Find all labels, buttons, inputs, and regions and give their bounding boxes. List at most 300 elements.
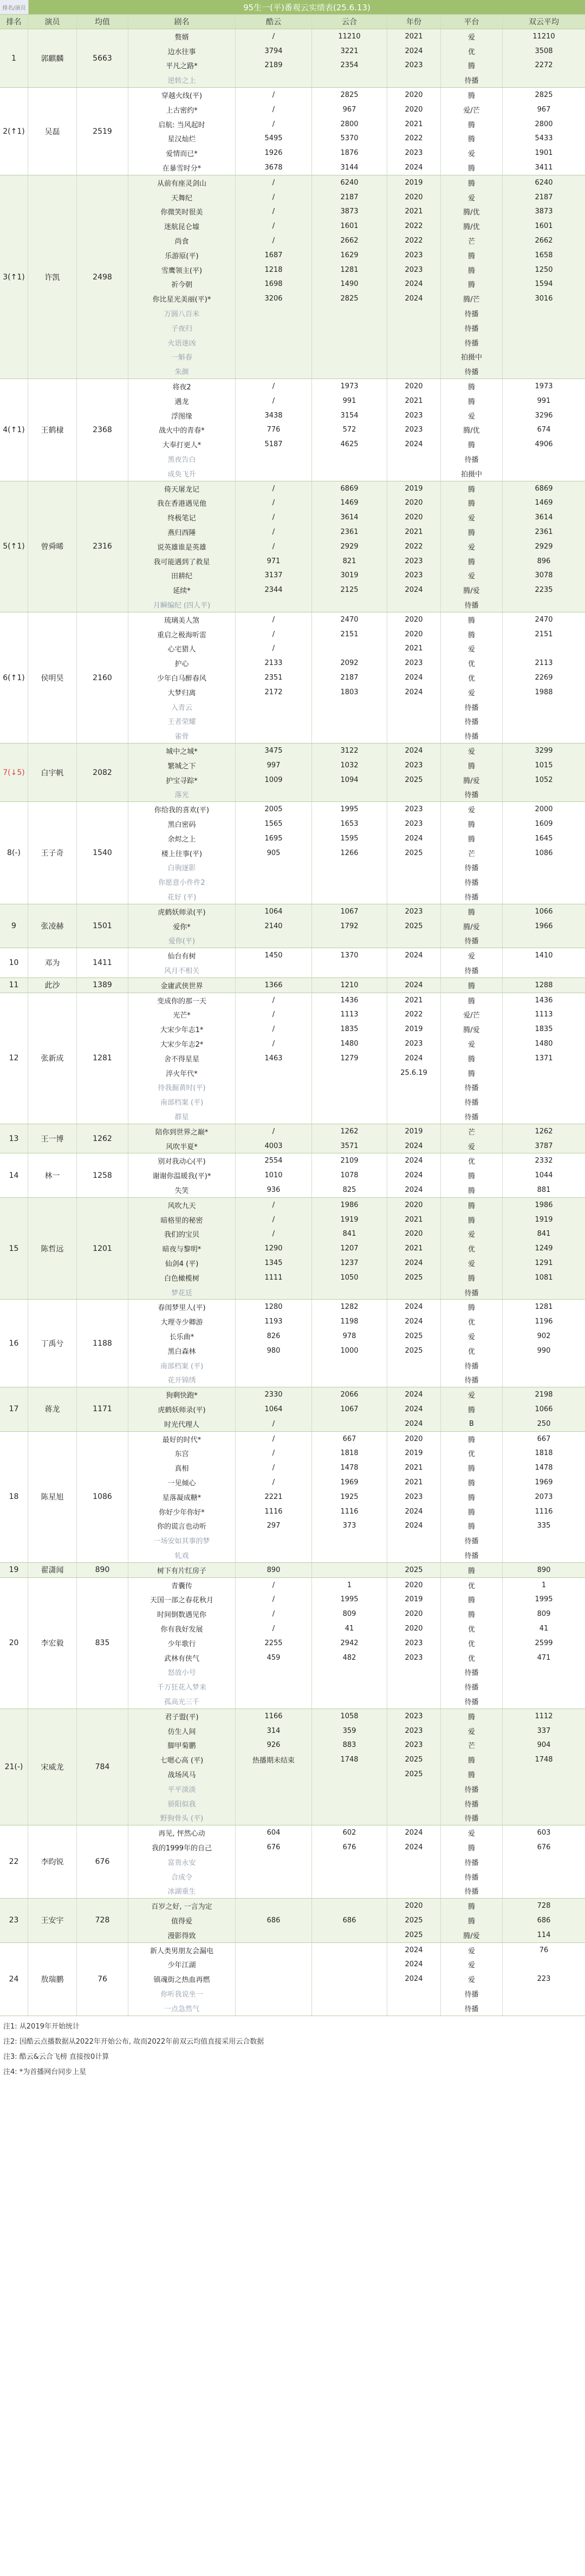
table-row: [128, 787, 585, 802]
year-cell: [387, 350, 441, 364]
yunhe-cell: 4625: [312, 437, 387, 452]
table-row: [128, 1518, 585, 1533]
yunhe-cell: [312, 1417, 387, 1431]
dual-average-cell: 3016: [535, 295, 553, 303]
series-cell: 再见, 怦然心动: [128, 1825, 236, 1840]
year-cell: [387, 1109, 441, 1124]
dual-average-cell: 2662: [535, 237, 553, 245]
table-row: [128, 1153, 585, 1168]
yunhe-cell: [312, 597, 387, 612]
dual-average-cell: [503, 306, 585, 321]
table-row: [128, 963, 585, 977]
rank-cell: 2(↑1): [0, 88, 28, 175]
yunhe-cell: [312, 306, 387, 321]
actor-name: 丁禹兮: [28, 1300, 77, 1387]
header-average: 均值: [77, 15, 128, 29]
actor-average: 1262: [77, 1124, 128, 1153]
kuyun-cell: [236, 1679, 312, 1694]
dual-average-cell: 809: [537, 1610, 551, 1619]
year-cell: 2024: [387, 1504, 441, 1519]
actor-average: 1540: [77, 802, 128, 904]
table-row: [128, 1810, 585, 1825]
yunhe-cell: 978: [312, 1329, 387, 1344]
actor-group: [0, 1387, 585, 1431]
yunhe-cell: 686: [312, 1913, 387, 1928]
kuyun-cell: /: [236, 102, 312, 117]
series-cell: 重启之极海听雷: [128, 627, 236, 642]
table-row: [128, 1432, 585, 1446]
year-cell: [387, 1782, 441, 1796]
series-cell: 穿越火线(平): [128, 88, 236, 102]
kuyun-cell: 890: [236, 1563, 312, 1577]
yunhe-cell: 1792: [312, 919, 387, 934]
year-cell: [387, 728, 441, 743]
table-row: [128, 1227, 585, 1241]
platform-cell: 腾: [441, 117, 503, 132]
table-row: [128, 642, 585, 656]
series-cell: 大宋少年志1*: [128, 1022, 236, 1036]
dual-average-cell: 990: [537, 1346, 551, 1355]
series-cell: 花好 (平): [128, 889, 236, 904]
header-yunhe: 云合: [312, 15, 387, 29]
actor-average: 76: [77, 1943, 128, 2016]
table-row: [128, 1008, 585, 1022]
kuyun-cell: /: [236, 1578, 312, 1593]
dual-average-cell: 2151: [535, 630, 553, 638]
yunhe-cell: 1919: [312, 1212, 387, 1227]
year-cell: [387, 597, 441, 612]
year-cell: 2024: [387, 831, 441, 846]
dual-average-cell: [503, 1869, 585, 1884]
actor-name: 许凯: [28, 175, 77, 379]
yunhe-cell: 1480: [312, 1036, 387, 1051]
table-row: [128, 205, 585, 219]
dual-average-cell: 2800: [535, 120, 553, 128]
year-cell: 2019: [387, 1446, 441, 1460]
series-cell: 怒放小号: [128, 1665, 236, 1679]
year-cell: 2023: [387, 1651, 441, 1665]
dual-average-cell: 2599: [535, 1639, 553, 1647]
table-row: [128, 1665, 585, 1679]
series-cell: 白驹逐影: [128, 860, 236, 875]
table-row: [128, 1548, 585, 1562]
platform-cell: 爱: [441, 408, 503, 423]
series-cell: 尚食: [128, 233, 236, 248]
table-row: [128, 44, 585, 58]
series-cell: 终极笔记: [128, 510, 236, 525]
platform-cell: 待播: [441, 1694, 503, 1708]
year-cell: 2023: [387, 554, 441, 569]
yunhe-cell: 3221: [312, 44, 387, 58]
actor-name: 翟潇闻: [28, 1563, 77, 1577]
kuyun-cell: 1193: [236, 1314, 312, 1329]
kuyun-cell: /: [236, 525, 312, 539]
series-cell: 大理寺少卿游: [128, 1314, 236, 1329]
series-cell: 虎鹤妖师录(平): [128, 904, 236, 919]
series-cell: 大奉打更人*: [128, 437, 236, 452]
series-cell: 仿生人间: [128, 1724, 236, 1738]
platform-cell: 腾: [441, 1592, 503, 1607]
kuyun-cell: 1695: [236, 831, 312, 846]
yunhe-cell: 1067: [312, 904, 387, 919]
year-cell: [387, 1855, 441, 1869]
series-cell: 王者荣耀: [128, 714, 236, 729]
table-row: [128, 817, 585, 831]
series-cell: 时间倒数遇见你: [128, 1607, 236, 1621]
rank-cell: 14: [0, 1153, 28, 1197]
year-cell: 2023: [387, 263, 441, 277]
kuyun-cell: /: [236, 1432, 312, 1446]
kuyun-cell: /: [236, 642, 312, 656]
dual-average-cell: 1086: [535, 849, 553, 857]
actor-name: 侯明昊: [28, 612, 77, 743]
table-row: [128, 1504, 585, 1519]
yunhe-cell: [312, 1094, 387, 1109]
kuyun-cell: 2554: [236, 1153, 312, 1168]
table-row: [128, 1241, 585, 1256]
actor-group: [0, 1153, 585, 1197]
series-cell: 乐游原(平): [128, 248, 236, 263]
table-row: [128, 146, 585, 160]
year-cell: 2020: [387, 88, 441, 102]
dual-average-cell: 902: [537, 1332, 551, 1340]
series-cell: 少年江湖: [128, 1957, 236, 1972]
kuyun-cell: [236, 1694, 312, 1708]
dual-average-cell: [503, 1679, 585, 1694]
table-row: [128, 1592, 585, 1607]
kuyun-cell: [236, 1548, 312, 1562]
rank-cell: 13: [0, 1124, 28, 1153]
kuyun-cell: 826: [236, 1329, 312, 1344]
yunhe-cell: 2092: [312, 656, 387, 670]
dual-average-cell: 1919: [535, 1215, 553, 1224]
dual-average-cell: 41: [539, 1624, 549, 1633]
dual-average-cell: 1658: [535, 251, 553, 259]
platform-cell: B: [441, 1417, 503, 1431]
kuyun-cell: /: [236, 1198, 312, 1212]
series-cell: 燕归西陲: [128, 525, 236, 539]
kuyun-cell: [236, 1109, 312, 1124]
kuyun-cell: /: [236, 88, 312, 102]
actor-group: [0, 88, 585, 175]
platform-cell: 优: [441, 1153, 503, 1168]
actor-average: 1411: [77, 948, 128, 977]
actor-group: [0, 802, 585, 904]
platform-cell: 爱/芒: [441, 1008, 503, 1022]
year-cell: 2024: [387, 291, 441, 306]
header-kuyun: 酷云: [236, 15, 312, 29]
kuyun-cell: 1366: [236, 978, 312, 993]
yunhe-cell: 1050: [312, 1270, 387, 1285]
kuyun-cell: /: [236, 539, 312, 554]
kuyun-cell: /: [236, 1124, 312, 1139]
yunhe-cell: 809: [312, 1607, 387, 1621]
yunhe-cell: 2151: [312, 627, 387, 642]
dual-average-cell: 1262: [535, 1127, 553, 1136]
platform-cell: 腾/优: [441, 423, 503, 438]
actor-average: 2498: [77, 175, 128, 379]
yunhe-cell: [312, 1928, 387, 1942]
dual-average-cell: 967: [537, 105, 551, 114]
dual-average-cell: 1748: [535, 1756, 553, 1764]
dual-average-cell: 1113: [535, 1010, 553, 1019]
yunhe-cell: 2825: [312, 88, 387, 102]
platform-cell: 待播: [441, 1285, 503, 1300]
kuyun-cell: [236, 1285, 312, 1300]
series-cell: 遇龙: [128, 394, 236, 408]
series-cell: 武林有侠气: [128, 1651, 236, 1665]
dual-average-cell: [503, 452, 585, 466]
platform-cell: 待播: [441, 963, 503, 977]
series-cell: 一场安如其事的梦: [128, 1533, 236, 1548]
yunhe-cell: 1490: [312, 277, 387, 292]
yunhe-cell: [312, 73, 387, 87]
platform-cell: 优: [441, 44, 503, 58]
yunhe-cell: [312, 1943, 387, 1958]
yunhe-cell: 482: [312, 1651, 387, 1665]
series-cell: 白色橄榄树: [128, 1270, 236, 1285]
actor-name: 曾舜晞: [28, 481, 77, 612]
yunhe-cell: 1116: [312, 1504, 387, 1519]
kuyun-cell: /: [236, 205, 312, 219]
dual-average-cell: 1249: [535, 1244, 553, 1253]
table-row: [128, 117, 585, 132]
dual-average-cell: 686: [537, 1916, 551, 1925]
year-cell: 2023: [387, 146, 441, 160]
actor-name: 敖瑞鹏: [28, 1943, 77, 2016]
yunhe-cell: 1281: [312, 263, 387, 277]
dual-average-cell: 3614: [535, 513, 553, 522]
year-cell: 2022: [387, 539, 441, 554]
table-row: [128, 73, 585, 87]
kuyun-cell: 热播期未结束: [236, 1752, 312, 1767]
platform-cell: 待播: [441, 364, 503, 379]
platform-cell: 待播: [441, 875, 503, 889]
kuyun-cell: /: [236, 993, 312, 1008]
table-row: [128, 408, 585, 423]
yunhe-cell: 2800: [312, 117, 387, 132]
series-cell: 合成令: [128, 1869, 236, 1884]
dual-average-cell: 2332: [535, 1157, 553, 1165]
dual-average-cell: 3299: [535, 747, 553, 755]
kuyun-cell: [236, 1796, 312, 1811]
actor-average: 1201: [77, 1198, 128, 1300]
kuyun-cell: 686: [236, 1913, 312, 1928]
dual-average-cell: 1081: [535, 1273, 553, 1282]
series-cell: 启航: 当风起时: [128, 117, 236, 132]
table-row: [128, 190, 585, 205]
series-cell: 雀骨: [128, 728, 236, 743]
rank-cell: 21(-): [0, 1709, 28, 1825]
actor-group: [0, 481, 585, 612]
dual-average-cell: 1015: [535, 761, 553, 769]
dual-average-cell: 1986: [535, 1201, 553, 1209]
yunhe-cell: 2361: [312, 525, 387, 539]
year-cell: 2020: [387, 1578, 441, 1593]
series-cell: 黑白密码: [128, 817, 236, 831]
kuyun-cell: /: [236, 1592, 312, 1607]
actor-average: 676: [77, 1825, 128, 1898]
table-row: [128, 1855, 585, 1869]
series-cell: 我的1999年的自己: [128, 1840, 236, 1855]
platform-cell: 待播: [441, 1855, 503, 1869]
table-row: [128, 758, 585, 773]
platform-cell: 腾: [441, 554, 503, 569]
series-cell: 镇魂街之热血再燃: [128, 1972, 236, 1986]
platform-cell: 腾/爱: [441, 583, 503, 597]
kuyun-cell: 926: [236, 1738, 312, 1752]
dual-average-cell: [503, 860, 585, 875]
platform-cell: 爱: [441, 1139, 503, 1153]
yunhe-cell: 1210: [312, 978, 387, 993]
table-row: [128, 1285, 585, 1300]
dual-average-cell: 1645: [535, 834, 553, 843]
platform-cell: 腾: [441, 1607, 503, 1621]
dual-average-cell: 1250: [535, 265, 553, 274]
actor-name: 王鹤棣: [28, 379, 77, 481]
yunhe-cell: 3154: [312, 408, 387, 423]
platform-cell: 优: [441, 1446, 503, 1460]
year-cell: 2024: [387, 1840, 441, 1855]
table-row: [128, 1899, 585, 1913]
yunhe-cell: 1818: [312, 1446, 387, 1460]
header-row: [0, 15, 585, 29]
kuyun-cell: 2255: [236, 1636, 312, 1651]
kuyun-cell: [236, 335, 312, 350]
kuyun-cell: /: [236, 1036, 312, 1051]
year-cell: 2023: [387, 408, 441, 423]
kuyun-cell: /: [236, 1475, 312, 1490]
year-cell: 2023: [387, 802, 441, 817]
kuyun-cell: [236, 963, 312, 977]
dual-average-cell: 1469: [535, 499, 553, 507]
year-cell: 2023: [387, 1724, 441, 1738]
platform-cell: 优: [441, 1636, 503, 1651]
actor-group: [0, 948, 585, 978]
series-cell: 从前有座灵剑山: [128, 175, 236, 190]
yunhe-cell: [312, 321, 387, 335]
kuyun-cell: /: [236, 1621, 312, 1636]
yunhe-cell: [312, 1548, 387, 1562]
platform-cell: 待播: [441, 1782, 503, 1796]
table-row: [128, 1270, 585, 1285]
dual-average-cell: 841: [537, 1230, 551, 1238]
year-cell: 2024: [387, 277, 441, 292]
series-cell: 君子盟(平): [128, 1709, 236, 1724]
platform-cell: 爱: [441, 1825, 503, 1840]
year-cell: 2025: [387, 1344, 441, 1358]
year-cell: 2021: [387, 993, 441, 1008]
series-cell: 平凡之路*: [128, 58, 236, 73]
platform-cell: 腾: [441, 612, 503, 627]
platform-cell: 爱: [441, 1387, 503, 1402]
kuyun-cell: [236, 1066, 312, 1080]
rank-cell: 20: [0, 1578, 28, 1708]
series-cell: 逆转之上: [128, 73, 236, 87]
kuyun-cell: 971: [236, 554, 312, 569]
platform-cell: 腾: [441, 132, 503, 146]
yunhe-cell: [312, 860, 387, 875]
series-cell: 你的谎言也动听: [128, 1518, 236, 1533]
actor-group: [0, 379, 585, 481]
dual-average-cell: [503, 321, 585, 335]
table-row: [128, 496, 585, 511]
platform-cell: 拍摄中: [441, 466, 503, 481]
table-row: [128, 1840, 585, 1855]
actor-group: [0, 993, 585, 1124]
kuyun-cell: [236, 1533, 312, 1548]
kuyun-cell: [236, 306, 312, 321]
kuyun-cell: /: [236, 481, 312, 496]
year-cell: 2025: [387, 1767, 441, 1782]
table-row: [128, 1767, 585, 1782]
series-cell: 少年歌行: [128, 1636, 236, 1651]
table-row: [128, 889, 585, 904]
kuyun-cell: /: [236, 190, 312, 205]
yunhe-cell: 1995: [312, 802, 387, 817]
series-cell: 你有我好发展: [128, 1621, 236, 1636]
dual-average-cell: [503, 875, 585, 889]
kuyun-cell: [236, 1080, 312, 1094]
kuyun-cell: 1010: [236, 1168, 312, 1183]
table-row: [128, 233, 585, 248]
platform-cell: 爱: [441, 510, 503, 525]
yunhe-cell: [312, 452, 387, 466]
yunhe-cell: 373: [312, 1518, 387, 1533]
platform-cell: 待播: [441, 2001, 503, 2016]
yunhe-cell: 1094: [312, 773, 387, 787]
dual-average-cell: [503, 1855, 585, 1869]
yunhe-cell: [312, 1957, 387, 1972]
series-cell: 风吹半夏*: [128, 1139, 236, 1153]
dual-average-cell: 904: [537, 1741, 551, 1750]
kuyun-cell: 1687: [236, 248, 312, 263]
table-row: [128, 306, 585, 321]
series-cell: 雪鹰领主(平): [128, 263, 236, 277]
series-cell: 野狗骨头 (平): [128, 1810, 236, 1825]
dual-average-cell: [503, 466, 585, 481]
actor-group: [0, 1124, 585, 1154]
kuyun-cell: /: [236, 612, 312, 627]
kuyun-cell: 2005: [236, 802, 312, 817]
series-cell: 我在香港遇见他: [128, 496, 236, 511]
rank-cell: 15: [0, 1198, 28, 1300]
yunhe-cell: 1: [312, 1578, 387, 1593]
dual-average-cell: [503, 1957, 585, 1972]
yunhe-cell: 3873: [312, 205, 387, 219]
dual-average-cell: 3078: [535, 571, 553, 580]
platform-cell: 爱/芒: [441, 102, 503, 117]
year-cell: 2021: [387, 394, 441, 408]
table-row: [128, 379, 585, 394]
kuyun-cell: /: [236, 1446, 312, 1460]
kuyun-cell: /: [236, 1008, 312, 1022]
series-cell: 变成你的那一天: [128, 993, 236, 1008]
series-cell: 春闺梦里人(平): [128, 1300, 236, 1314]
rank-cell: 5(↑1): [0, 481, 28, 612]
year-cell: 2024: [387, 978, 441, 993]
dual-average-cell: 3411: [535, 164, 553, 172]
yunhe-cell: 1198: [312, 1314, 387, 1329]
series-cell: 星汉灿烂: [128, 132, 236, 146]
platform-cell: 爱: [441, 146, 503, 160]
year-cell: [387, 452, 441, 466]
kuyun-cell: [236, 889, 312, 904]
table-row: [128, 1314, 585, 1329]
table-row: [128, 1533, 585, 1548]
dual-average-cell: [503, 1810, 585, 1825]
dual-average-cell: [503, 2001, 585, 2016]
